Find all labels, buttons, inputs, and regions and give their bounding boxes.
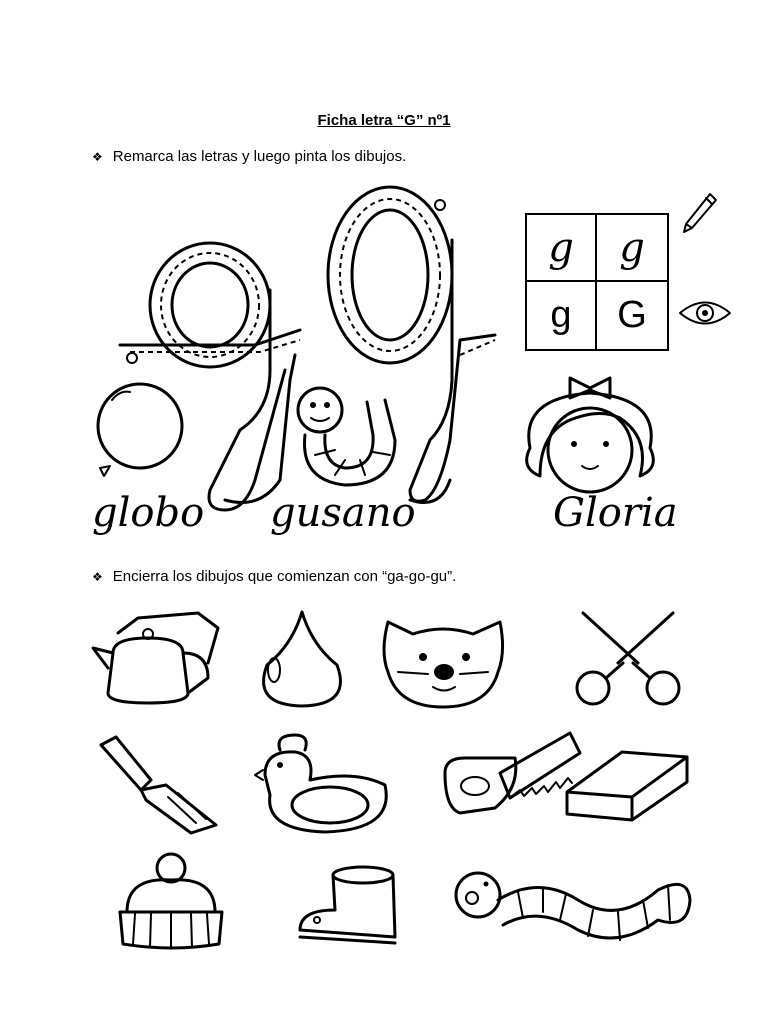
spatula-drawing[interactable] (96, 735, 226, 835)
grid-cell-4: G (617, 294, 647, 336)
wool-hat-drawing[interactable] (115, 852, 227, 952)
word-gloria: Gloria (553, 490, 678, 536)
grid-cell-3: g (527, 282, 597, 349)
hen-drawing[interactable] (255, 730, 395, 840)
grid-cell-1: g (527, 215, 597, 282)
instruction-2 (92, 568, 456, 585)
bullet-icon: ❖ (92, 569, 103, 584)
kettle-drawing[interactable] (88, 608, 228, 708)
balloon-drawing (90, 378, 200, 488)
boot-drawing[interactable] (295, 865, 405, 945)
saw-drawing[interactable] (440, 728, 580, 828)
page-title: Ficha letra “G” nº1 (317, 112, 451, 129)
instruction-1-text: Remarca las letras y luego pinta los dibujos. (112, 148, 407, 165)
girl-drawing (510, 358, 670, 498)
worm-drawing (285, 380, 415, 500)
drop-drawing[interactable] (252, 610, 352, 710)
grid-cell-2: g (597, 215, 667, 282)
scissors-drawing[interactable] (568, 608, 688, 708)
eye-icon (678, 296, 732, 330)
instruction-1 (92, 148, 406, 165)
letter-grid (525, 213, 669, 351)
word-gusano: gusano (270, 490, 416, 536)
instruction-2-text: Encierra los dibujos que comienzan con “ga-go-gu”. (112, 568, 457, 585)
cat-drawing[interactable] (378, 612, 508, 712)
worm-2-drawing[interactable] (448, 860, 696, 960)
pencil-icon (682, 192, 718, 234)
word-globo: globo (92, 490, 205, 536)
eraser-drawing[interactable] (562, 742, 694, 822)
bullet-icon: ❖ (92, 149, 103, 164)
